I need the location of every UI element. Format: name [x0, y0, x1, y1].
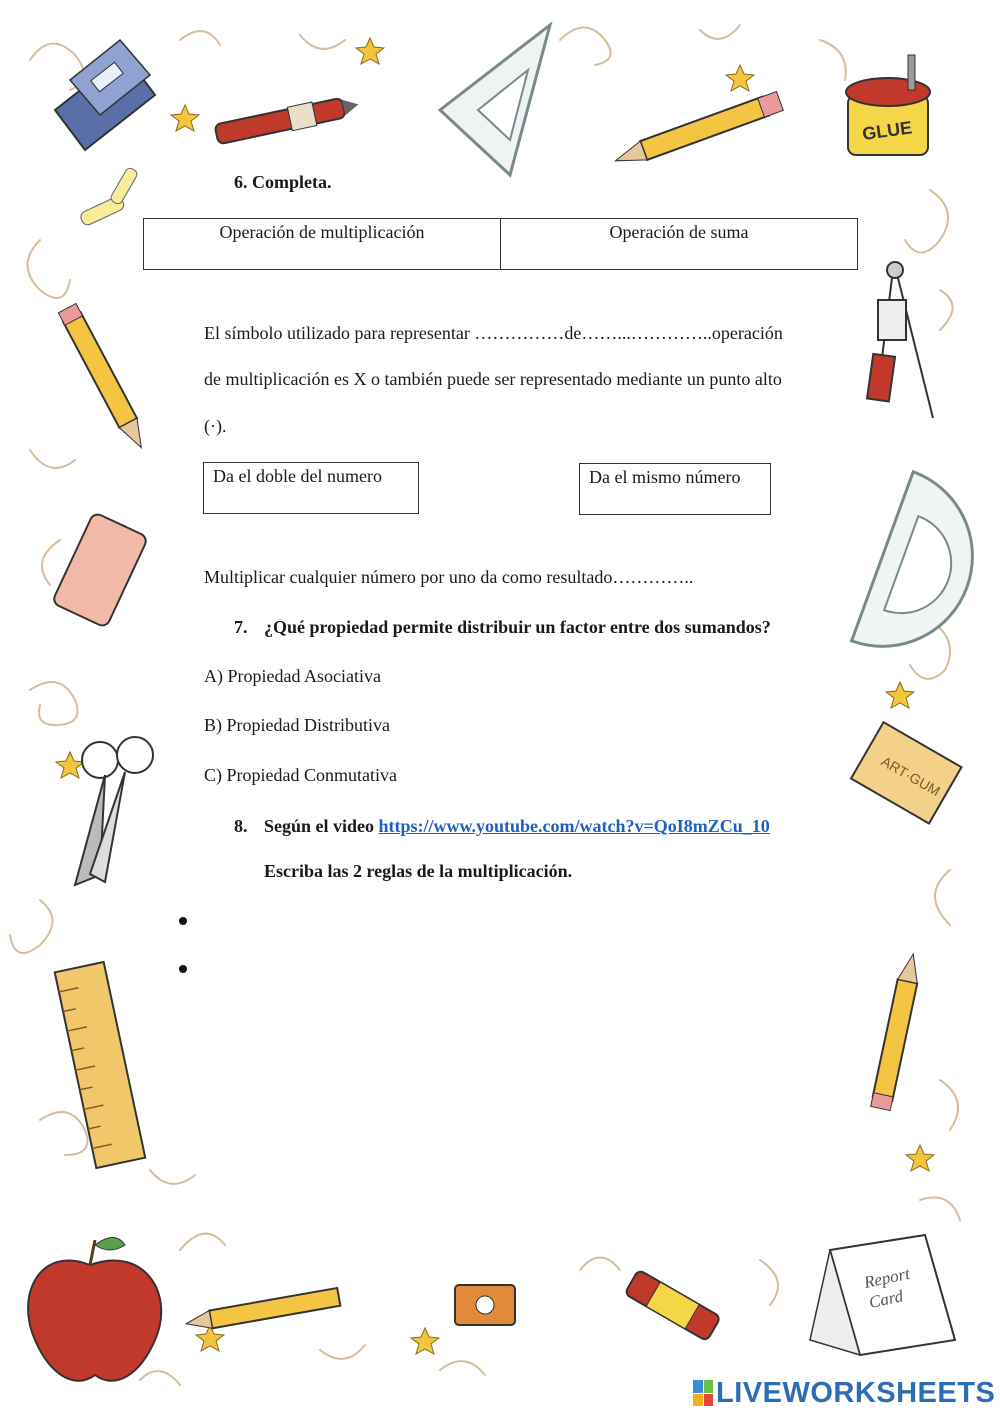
answer-field-1[interactable] [205, 905, 845, 937]
table-header-suma: Operación de suma [609, 222, 749, 242]
eraser-icon [55, 40, 155, 150]
pen-icon [214, 93, 361, 147]
sentence-multiplicar: Multiplicar cualquier número por uno da como resultado………….. [204, 567, 694, 587]
question-6-heading: 6. Completa. [234, 172, 332, 192]
paragraph-line-1: El símbolo utilizado para representar ……………de……...…………..operación [204, 323, 783, 343]
bullet-2 [179, 965, 187, 973]
glue-icon [846, 55, 930, 155]
option-label-doble: Da el doble del numero [213, 466, 382, 486]
pencil-icon [871, 952, 923, 1111]
drop-zone-multiplication[interactable] [144, 219, 501, 269]
answer-option-b[interactable]: B) Propiedad Distributiva [204, 715, 390, 735]
pencil-icon [612, 92, 783, 171]
compass-icon [867, 262, 933, 418]
answer-option-c[interactable]: C) Propiedad Conmutativa [204, 765, 397, 785]
bullet-1 [179, 917, 187, 925]
pencil-icon [58, 303, 150, 452]
pencil-icon [185, 1288, 341, 1333]
sharpener-icon [455, 1285, 515, 1325]
answer-field-2[interactable] [205, 953, 845, 985]
scissors-icon [75, 737, 153, 885]
question-7-text: ¿Qué propiedad permite distribuir un factor entre dos sumandos? [264, 617, 771, 637]
drop-table [143, 218, 858, 270]
svg-text:Report: Report [862, 1263, 912, 1293]
video-link[interactable]: https://www.youtube.com/watch?v=QoI8mZCu_10 [378, 816, 770, 836]
ruler-icon [55, 962, 145, 1168]
draggable-option-doble[interactable] [203, 462, 419, 514]
art-gum-eraser-icon [851, 722, 961, 823]
svg-text:GLUE: GLUE [860, 117, 914, 145]
paragraph-line-3: (·). [204, 416, 227, 436]
svg-text:Card: Card [867, 1286, 905, 1313]
glue-stick-icon [625, 1270, 721, 1342]
question-7-number: 7. [234, 617, 248, 637]
draggable-option-mismo[interactable] [579, 463, 771, 515]
question-8-instruction: Escriba las 2 reglas de la multiplicación. [264, 861, 573, 881]
question-8-text [264, 815, 770, 837]
question-8-prefix: Según el video [264, 816, 379, 836]
paragraph-line-2: de multiplicación es X o también puede ser representado mediante un punto alto [204, 369, 782, 389]
apple-icon [28, 1238, 161, 1381]
liveworksheets-logo-icon [693, 1380, 713, 1406]
protractor-icon [852, 472, 998, 672]
brand-name: LIVEWORKSHEETS [716, 1376, 996, 1409]
set-square-icon [440, 25, 550, 175]
drop-zone-suma[interactable] [501, 219, 857, 269]
option-label-mismo: Da el mismo número [589, 467, 741, 487]
table-header-multiplication: Operación de multiplicación [219, 222, 425, 242]
svg-text:ART·GUM: ART·GUM [878, 752, 943, 800]
question-8-number: 8. [234, 816, 248, 836]
answer-option-a[interactable]: A) Propiedad Asociativa [204, 666, 381, 686]
report-card-icon [810, 1235, 955, 1355]
liveworksheets-brand [693, 1375, 995, 1411]
